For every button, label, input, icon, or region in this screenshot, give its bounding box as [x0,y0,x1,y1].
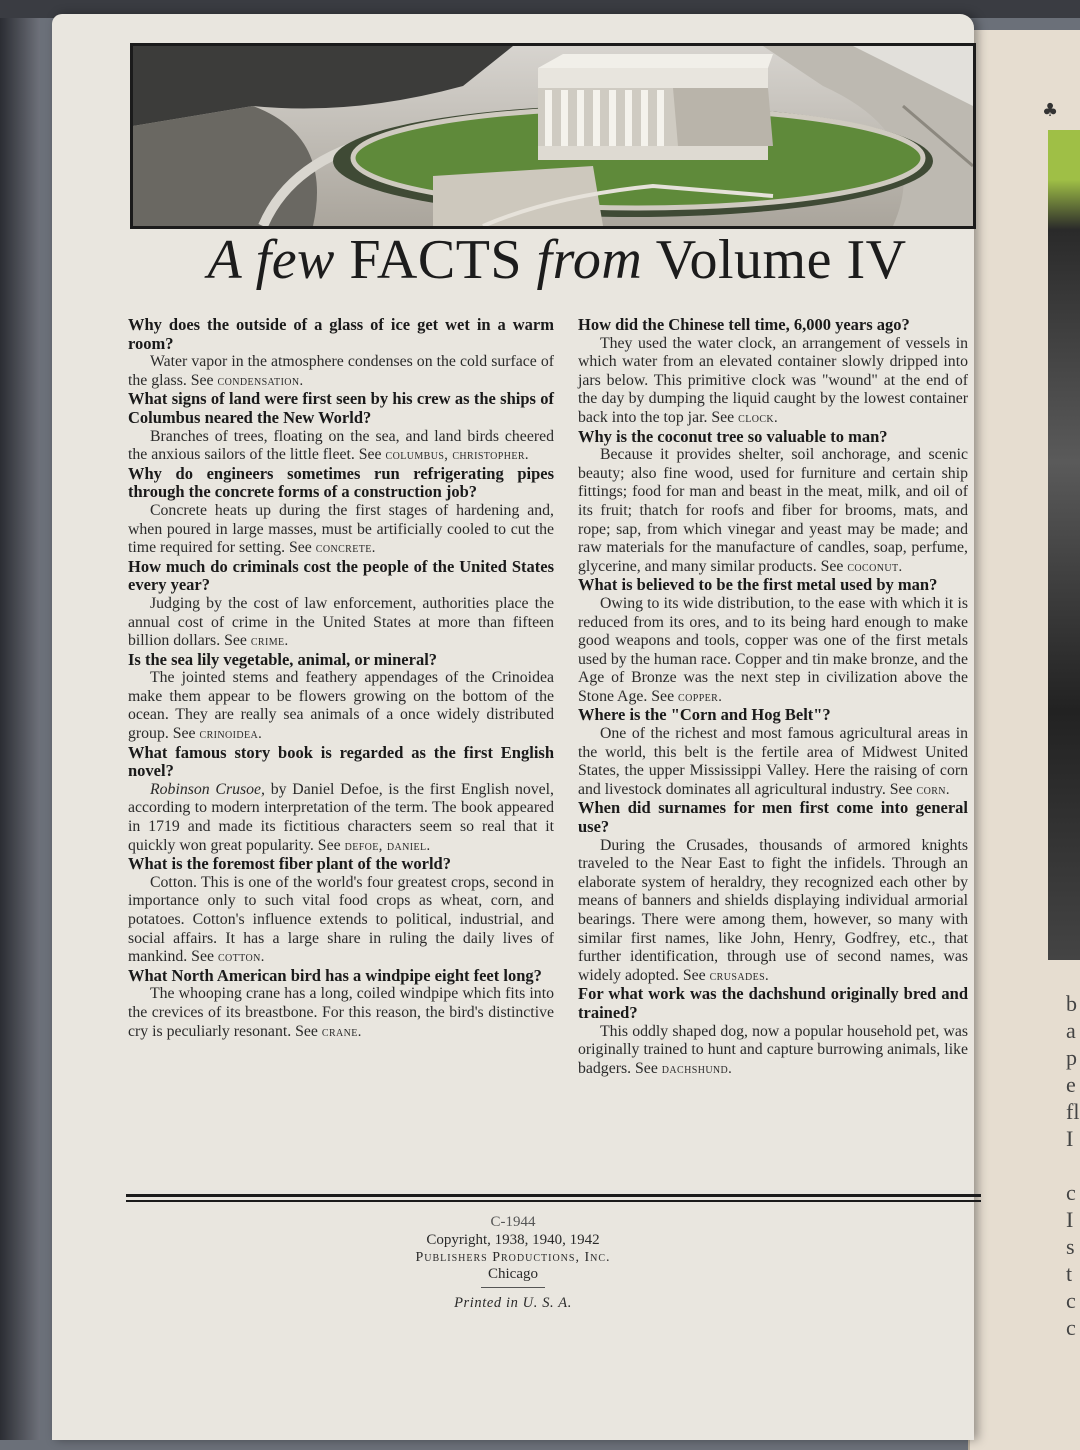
left-column [128,316,554,1041]
fact-item [578,316,968,428]
fact-answer: The jointed stems and feathery appendages of the Crinoidea make them appear to be flowers growing on the bottom of the ocean. They are really sea animals of a once widely distributed group. See crinoidea. [128,669,554,743]
fact-question: Why does the outside of a glass of ice get wet in a warm room? [128,315,554,353]
fact-question: Where is the "Corn and Hog Belt"? [578,705,831,725]
footer-rule-thin [126,1200,981,1202]
fact-item [128,558,554,651]
see-reference: crusades. [709,967,770,984]
see-reference: crane. [321,1023,362,1040]
fact-answer: Because it provides shelter, soil anchorage, and scenic beauty; also fine wood, used for furniture and certain ship fittings; food for man and beast in the meat, milk, and oil of its fruit; thatch for roofs and fiber for brooms, mats, and rope; sap, from which vinegar and yeast may be made; and raw materials for the manufacture of candles, soap, perfume, glycerine, and many similar products. See coconut. [578,446,968,575]
see-reference: crinoidea. [199,726,263,743]
fact-question: Why do engineers sometimes run refrigerating pipes through the concrete forms of a construction job? [128,463,554,502]
colophon [52,1212,974,1312]
fact-question: What famous story book is regarded as the first English novel? [128,742,554,781]
see-reference: concrete. [315,540,376,557]
fact-item [128,390,554,464]
fact-question: What signs of land were first seen by his crew as the ships of Columbus neared the New World? [128,389,554,427]
fact-item [578,985,968,1078]
fact-answer: Concrete heats up during the first stages of hardening and, when poured in large masses, must be artificially cooled to cut the time required for setting. See concrete. [128,501,554,557]
fact-item [578,428,968,577]
fact-question: What is the foremost fiber plant of the world? [128,854,451,874]
title-volume: Volume IV [655,229,907,291]
fact-question: Is the sea lily vegetable, animal, or mineral? [128,649,438,669]
facing-page-photo [1048,130,1080,960]
title-facts: FACTS [349,229,523,291]
fact-question: How did the Chinese tell time, 6,000 years ago? [578,315,910,334]
fact-answer: One of the richest and most famous agricultural areas in the world, this belt is the fertile area of Midwest United States, the upper Mississippi Valley. Here the raising of corn and livestock dominates all agricultural industry. See corn. [578,725,968,798]
fact-question: When did surnames for men first come into general use? [578,798,968,837]
table-surface [0,0,40,1440]
fact-item [128,651,554,744]
memorial-photo-drawing [133,46,973,226]
right-column [578,316,968,1078]
fact-answer: Branches of trees, floating on the sea, and land birds cheered the anxious sailors of the little fleet. See columbus, christopher. [128,427,554,464]
fact-question: What is believed to be the first metal used by man? [578,575,938,595]
book-title: Robinson Crusoe, [150,780,266,798]
page-title [137,228,977,292]
fact-question: What North American bird has a windpipe eight feet long? [128,965,542,985]
title-from: from [536,229,643,291]
fact-answer: The whooping crane has a long, coiled windpipe which fits into the crevices of its breastbone. For this reason, the bird's distinctive cry is peculiarly resonant. See crane. [128,985,554,1040]
fact-item [128,855,554,967]
see-reference: coconut. [847,558,903,575]
fact-answer: Robinson Crusoe, by Daniel Defoe, is the first English novel, according to modern interpretation of the term. The book appeared in 1719 and made its fictitious characters seem so real that it quickly won great popularity. See defoe, daniel. [128,780,555,854]
facing-page-text-fragments: b a p e fl I c I s t c c [1066,991,1080,1340]
colophon-divider [481,1287,545,1288]
fact-question: Why is the coconut tree so valuable to man? [578,426,888,446]
see-reference: defoe, daniel. [344,837,431,854]
fact-item [578,799,968,985]
facing-page [968,30,1080,1450]
club-icon: ♣ [1042,100,1059,121]
fact-question: How much do criminals cost the people of the United States every year? [128,556,554,595]
see-reference: clock. [738,409,779,426]
footer-rule-thick [126,1194,981,1197]
see-reference: dachshund. [661,1060,733,1077]
fact-answer: Water vapor in the atmosphere condenses on the cold surface of the glass. See condensation. [128,353,554,389]
fact-item [578,576,968,706]
fact-item [128,744,554,856]
title-a-few: A few [207,229,335,291]
see-reference: copper. [678,688,723,705]
book-page [52,14,974,1440]
see-reference: corn. [916,781,950,798]
printed-in: Printed in U. S. A. [454,1295,572,1311]
fact-item [578,706,968,799]
fact-answer: Cotton. This is one of the world's four greatest crops, second in importance only to such vital food crops as wheat, corn, and potatoes. Cotton's influence extends to political, industrial, and social affairs. It has a large share in ruling the daily lives of mankind. See cotton. [128,873,554,966]
see-reference: condensation. [217,372,304,389]
publisher-name: Publishers Productions, Inc. [415,1250,611,1265]
fact-item [128,316,554,390]
see-reference: columbus, christopher. [385,447,529,464]
see-reference: crime. [250,633,289,650]
see-reference: cotton. [217,949,265,966]
fact-answer: This oddly shaped dog, now a popular household pet, was originally trained to hunt and capture burrowing animals, like badgers. See dachshund. [578,1022,968,1077]
fact-answer: Judging by the cost of law enforcement, authorities place the annual cost of crime in the United States at more than fifteen billion dollars. See crime. [128,594,554,650]
fact-answer: Owing to its wide distribution, to the ease with which it is reduced from its ores, and to its being hard enough to make good weapons and tools, copper was one of the first metals used by the human race. Copper and tin make bronze, and the Age of Bronze was the next step in civilization above the Stone Age. See copper. [578,594,968,705]
fact-item [128,465,554,558]
print-code: C-1944 [490,1214,536,1230]
memorial-photo [130,43,976,229]
fact-item [128,967,554,1041]
copyright-line: Copyright, 1938, 1940, 1942 [426,1232,600,1248]
fact-answer: They used the water clock, an arrangement of vessels in which water from an elevated container slowly dripped into jars below. This primitive clock was "wound" at the end of the day by dumping the liquid caught by the lowest container back into the top jar. See clock. [578,334,968,426]
publisher-city: Chicago [488,1266,538,1282]
fact-question: For what work was the dachshund originally bred and trained? [578,984,968,1022]
fact-answer: During the Crusades, thousands of armored knights traveled to the Near East to fight the infidels. Through an elaborate system of heraldry, they recognized each other by means of banners and shields displaying individual armorial bearings. There were among them, however, so many with similar first names, like John, Henry, Godfrey, etc., that further identification, through use of second names, was widely adopted. See crusades. [578,836,968,984]
